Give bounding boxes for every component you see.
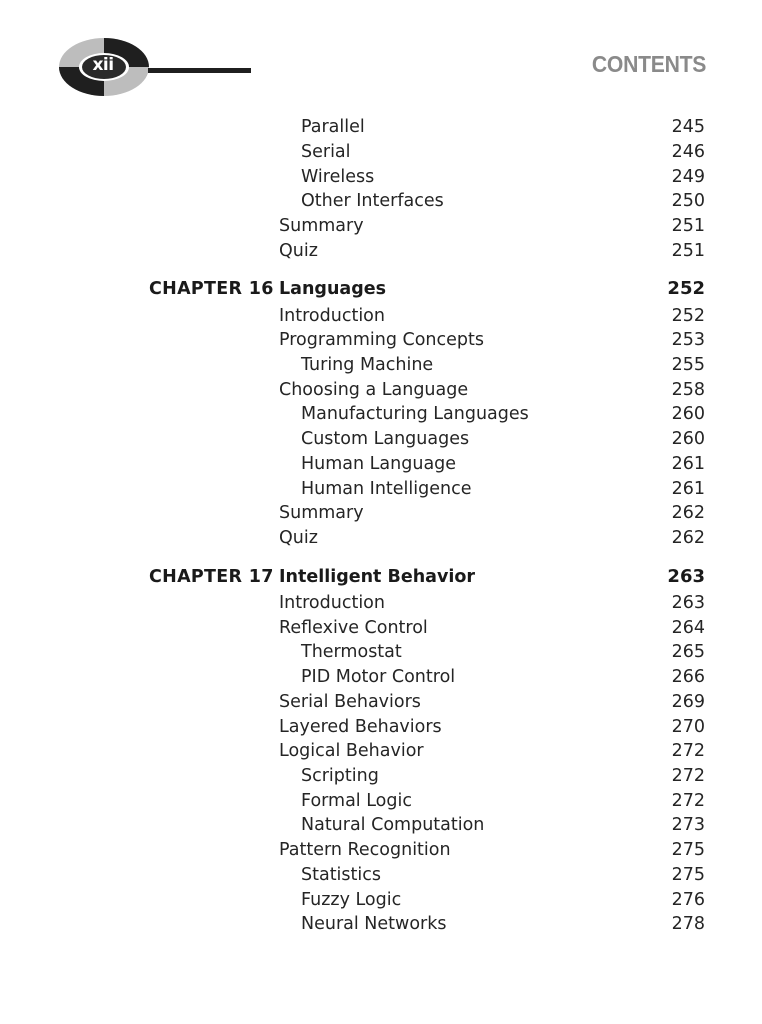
toc-entry-title: Formal Logic [301, 791, 412, 811]
toc-entry-title: Human Language [301, 454, 457, 474]
toc-entry[interactable] [0, 304, 762, 328]
toc-entry-page: 269 [671, 692, 705, 712]
toc-entry-title: Neural Networks [301, 914, 447, 934]
toc-entry-page: 260 [671, 404, 705, 424]
toc-entry-page: 251 [671, 241, 705, 261]
toc-entry[interactable] [0, 863, 762, 887]
toc-entry-page: 252 [671, 306, 705, 326]
toc-entry-page: 258 [671, 380, 705, 400]
toc-entry-title: Natural Computation [301, 815, 485, 835]
toc-entry-page: 260 [671, 429, 705, 449]
toc-entry[interactable] [0, 912, 762, 936]
toc-entry-title: Introduction [279, 593, 385, 613]
toc-entry-page: 261 [671, 454, 705, 474]
toc-entry-page: 263 [671, 593, 705, 613]
toc-entry-title: Thermostat [301, 642, 402, 662]
toc-entry-page: 264 [671, 618, 705, 638]
toc-entry[interactable] [0, 838, 762, 862]
toc-entry[interactable] [0, 378, 762, 402]
toc-entry[interactable] [0, 165, 762, 189]
toc-entry-page: 272 [671, 766, 705, 786]
toc-entry-page: 261 [671, 479, 705, 499]
toc-entry[interactable] [0, 789, 762, 813]
toc-entry-title: Serial Behaviors [279, 692, 421, 712]
toc-entry[interactable] [0, 239, 762, 263]
toc-entry-title: Human Intelligence [301, 479, 472, 499]
toc-entry[interactable] [0, 452, 762, 476]
chapter-title: Intelligent Behavior [279, 567, 476, 587]
toc-entry-title: Choosing a Language [279, 380, 469, 400]
toc-entry-page: 249 [671, 167, 705, 187]
toc-entry-page: 250 [671, 191, 705, 211]
toc-entry-page: 276 [671, 890, 705, 910]
toc-entry-page: 262 [671, 503, 705, 523]
toc-entry[interactable] [0, 140, 762, 164]
toc-entry-title: Other Interfaces [301, 191, 444, 211]
toc-entry[interactable] [0, 353, 762, 377]
toc-entry[interactable] [0, 665, 762, 689]
toc-entry-page: 270 [671, 717, 705, 737]
toc-entry[interactable] [0, 715, 762, 739]
toc-entry-title: Fuzzy Logic [301, 890, 402, 910]
chapter-page: 263 [667, 566, 705, 587]
chapter-heading-16[interactable] [0, 277, 762, 301]
toc-entry-title: Summary [279, 503, 364, 523]
toc-entry[interactable] [0, 739, 762, 763]
toc-entry[interactable] [0, 526, 762, 550]
toc-entry-page: 278 [671, 914, 705, 934]
toc-entry-title: Pattern Recognition [279, 840, 451, 860]
toc-entry[interactable] [0, 501, 762, 525]
toc-entry-page: 255 [671, 355, 705, 375]
toc-entry[interactable] [0, 591, 762, 615]
toc-entry-page: 272 [671, 741, 705, 761]
toc-entry[interactable] [0, 888, 762, 912]
toc-entry-title: Quiz [279, 528, 318, 548]
toc-entry-title: Manufacturing Languages [301, 404, 529, 424]
toc-entry[interactable] [0, 427, 762, 451]
toc-entry-title: Layered Behaviors [279, 717, 442, 737]
toc-entry-page: 275 [671, 865, 705, 885]
toc-entry[interactable] [0, 115, 762, 139]
toc-entry-title: Serial [301, 142, 351, 162]
toc-entry-title: Custom Languages [301, 429, 470, 449]
toc-entry[interactable] [0, 402, 762, 426]
chapter-label: CHAPTER 17 [149, 567, 274, 587]
toc-entry-title: Quiz [279, 241, 318, 261]
chapter-label: CHAPTER 16 [149, 279, 274, 299]
toc-entry-title: Turing Machine [301, 355, 434, 375]
toc-entry[interactable] [0, 189, 762, 213]
toc-entry-title: Programming Concepts [279, 330, 485, 350]
toc-entry[interactable] [0, 813, 762, 837]
toc-entry-page: 253 [671, 330, 705, 350]
toc-entry-page: 275 [671, 840, 705, 860]
running-head: CONTENTS [591, 51, 706, 77]
toc-entry-title: Statistics [301, 865, 381, 885]
toc-entry[interactable] [0, 477, 762, 501]
page-number: xii [92, 55, 114, 75]
toc-entry-title: PID Motor Control [301, 667, 456, 687]
chapter-page: 252 [667, 278, 705, 299]
toc-entry-title: Summary [279, 216, 364, 236]
toc-entry[interactable] [0, 214, 762, 238]
toc-entry[interactable] [0, 764, 762, 788]
header-rule [148, 68, 251, 73]
toc-entry-page: 246 [671, 142, 705, 162]
chapter-title: Languages [279, 279, 387, 299]
toc-entry-title: Scripting [301, 766, 379, 786]
toc-entry[interactable] [0, 328, 762, 352]
toc-entry-page: 272 [671, 791, 705, 811]
toc-entry-title: Reflexive Control [279, 618, 428, 638]
toc-entry[interactable] [0, 690, 762, 714]
chapter-heading-17[interactable] [0, 565, 762, 589]
toc-entry-page: 251 [671, 216, 705, 236]
toc-entry-title: Introduction [279, 306, 385, 326]
toc-entry[interactable] [0, 616, 762, 640]
toc-entry-page: 262 [671, 528, 705, 548]
toc-entry-page: 273 [671, 815, 705, 835]
toc-entry[interactable] [0, 640, 762, 664]
toc-entry-page: 245 [671, 117, 705, 137]
toc-entry-title: Logical Behavior [279, 741, 424, 761]
toc-entry-page: 265 [671, 642, 705, 662]
toc-entry-page: 266 [671, 667, 705, 687]
toc-entry-title: Parallel [301, 117, 365, 137]
toc-entry-title: Wireless [301, 167, 375, 187]
